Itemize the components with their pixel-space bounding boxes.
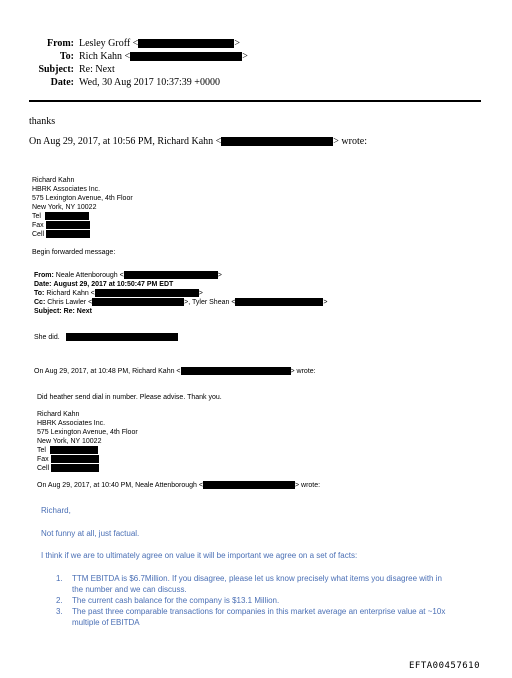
from-label: From: — [46, 38, 74, 49]
greeting: Richard, — [41, 506, 71, 515]
subject-label: Subject: — [38, 64, 74, 75]
reply-body: thanks — [29, 116, 56, 127]
date-label: Date: — [50, 77, 74, 88]
list-item: 2. The current cash balance for the company is $13.1 Million. — [56, 596, 280, 605]
redaction — [221, 137, 333, 146]
to-value: Rich Kahn < > — [79, 51, 248, 62]
document-id: EFTA00457610 — [409, 661, 481, 671]
to-label: To: — [59, 51, 74, 62]
from-value: Lesley Groff < > — [79, 38, 240, 49]
redaction — [138, 39, 234, 48]
dial-message: Did heather send dial in number. Please advise. Thank you. — [37, 394, 222, 401]
signature-1: Richard Kahn HBRK Associates Inc. 575 Lexington Avenue, 4th Floor New York, NY 10022 Tel Fax Cell — [32, 177, 133, 238]
date-value: Wed, 30 Aug 2017 10:37:39 +0000 — [79, 77, 220, 88]
quote-line-3: On Aug 29, 2017, at 10:40 PM, Neale Attenborough < > wrote: — [37, 482, 321, 489]
redaction — [130, 52, 242, 61]
list-item: 3. The past three comparable transactions for companies in this market average an enterprise value at ~10x multiple of EBITDA — [56, 607, 446, 627]
forward-intro: Begin forwarded message: — [32, 249, 116, 256]
signature-2: Richard Kahn HBRK Associates Inc. 575 Lexington Avenue, 4th Floor New York, NY 10022 Tel Fax Cell — [37, 411, 138, 472]
list-item: 1. TTM EBITDA is $6.7Million. If you disagree, please let us know precisely what items you disagree with in the number and we can discuss. — [56, 574, 442, 594]
subject-value: Re: Next — [79, 64, 115, 75]
line-facts: I think if we are to ultimately agree on value it will be important we agree on a set of facts: — [41, 551, 358, 560]
header-divider — [29, 100, 481, 102]
fact-list — [56, 573, 445, 628]
line-not-funny: Not funny at all, just factual. — [41, 529, 140, 538]
quote-line-1: On Aug 29, 2017, at 10:56 PM, Richard Kahn < > wrote: — [29, 136, 367, 147]
she-did: She did. — [34, 333, 178, 342]
quote-line-2: On Aug 29, 2017, at 10:48 PM, Richard Kahn < > wrote: — [34, 368, 316, 375]
forward-header: From: Neale Attenborough < > Date: August 29, 2017 at 10:50:47 PM EDT To: Richard Kahn < > Cc: Chris Lawler < >, Tyler Shean < > Subject: Re: Next — [34, 272, 328, 315]
